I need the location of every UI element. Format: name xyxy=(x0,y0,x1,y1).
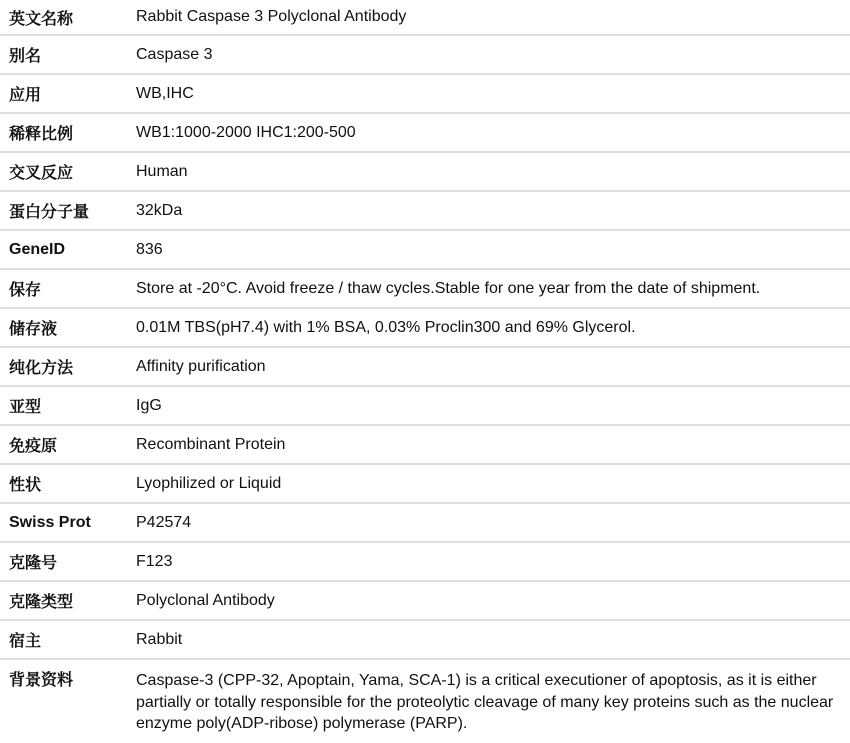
row-label: 克隆类型 xyxy=(9,594,74,611)
table-row xyxy=(0,542,850,581)
table-row xyxy=(0,620,850,659)
table-row xyxy=(0,74,850,113)
row-label: GeneID xyxy=(9,240,66,258)
row-label: 英文名称 xyxy=(9,10,74,28)
table-row xyxy=(0,464,850,503)
row-value: IgG xyxy=(136,396,162,414)
row-value: WB1:1000-2000 IHC1:200-500 xyxy=(136,123,356,141)
row-value: 32kDa xyxy=(136,201,183,219)
table-row xyxy=(0,659,850,735)
table-row xyxy=(0,503,850,542)
row-label: 克隆号 xyxy=(9,555,58,572)
row-value: Affinity purification xyxy=(136,357,266,375)
row-value: 0.01M TBS(pH7.4) with 1% BSA, 0.03% Proclin300 and 69% Glycerol. xyxy=(136,318,636,336)
row-value: Caspase 3 xyxy=(136,45,213,63)
row-value: P42574 xyxy=(136,513,192,531)
row-label: 应用 xyxy=(9,87,42,104)
row-value: Human xyxy=(136,162,188,180)
table-row xyxy=(0,308,850,347)
table-row xyxy=(0,113,850,152)
row-label: 纯化方法 xyxy=(9,360,74,377)
row-value: Rabbit Caspase 3 Polyclonal Antibody xyxy=(136,8,407,25)
table-row xyxy=(0,386,850,425)
row-label: 免疫原 xyxy=(9,438,58,455)
row-value: Caspase-3 (CPP-32, Apoptain, Yama, SCA-1) is a critical executioner of apoptosis, as it is either partially or totally responsible for the proteolytic cleavage of many key proteins such as the nuclear enzyme poly(ADP-ribose) polymerase (PARP). xyxy=(136,672,834,732)
row-label: 稀释比例 xyxy=(9,126,74,143)
table-row xyxy=(0,152,850,191)
table-row xyxy=(0,35,850,74)
row-label: 别名 xyxy=(9,48,42,65)
row-label: 蛋白分子量 xyxy=(9,204,90,221)
row-value: Lyophilized or Liquid xyxy=(136,474,282,492)
table-row xyxy=(0,0,850,35)
row-label: 背景资料 xyxy=(9,672,74,689)
row-label: 性状 xyxy=(9,477,42,494)
row-label: 交叉反应 xyxy=(9,165,74,182)
table-row xyxy=(0,581,850,620)
table-row xyxy=(0,230,850,269)
row-value: Rabbit xyxy=(136,630,183,648)
row-label: 储存液 xyxy=(9,321,58,338)
row-value: WB,IHC xyxy=(136,84,194,102)
row-label: 保存 xyxy=(9,282,42,299)
row-value: Recombinant Protein xyxy=(136,435,286,453)
row-value: Polyclonal Antibody xyxy=(136,591,275,609)
row-label: 亚型 xyxy=(9,399,42,416)
row-label: 宿主 xyxy=(9,633,42,650)
row-value: 836 xyxy=(136,240,163,258)
table-row xyxy=(0,191,850,230)
table-row xyxy=(0,425,850,464)
row-label: Swiss Prot xyxy=(9,513,91,531)
table-row xyxy=(0,347,850,386)
row-value: Store at -20°C. Avoid freeze / thaw cycles.Stable for one year from the date of shipment. xyxy=(136,279,761,297)
table-row xyxy=(0,269,850,308)
row-value: F123 xyxy=(136,552,173,570)
